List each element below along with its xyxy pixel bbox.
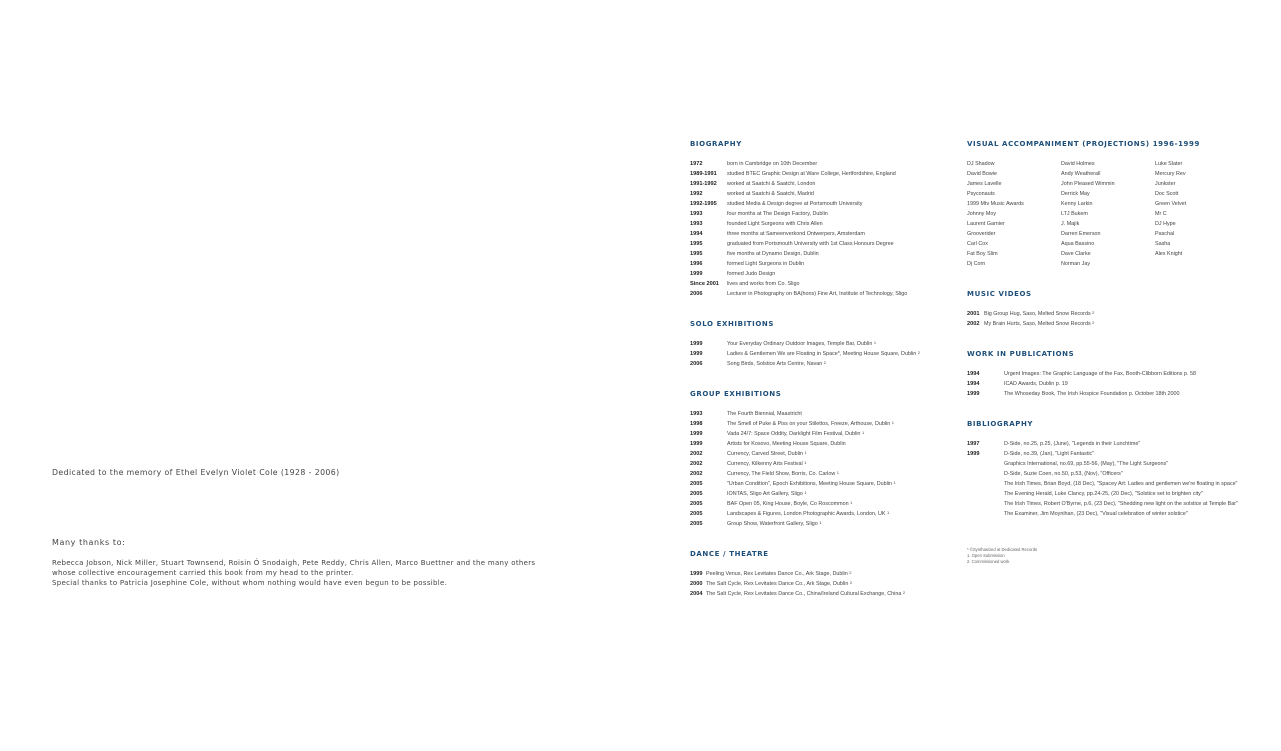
entry-year: 1991-1992 [690, 181, 717, 187]
entry-description: four months at The Design Factory, Dublin [727, 211, 828, 217]
entry-text [984, 310, 1094, 318]
entry-description: lives and works from Co. Sligo [727, 281, 800, 287]
entry-text [1004, 450, 1094, 458]
thanks-line: Special thanks to Patricia Josephine Cole, without whom nothing would have even begun to be possible. [52, 579, 448, 587]
entry-row [690, 290, 950, 300]
entry-description: studied BTEC Graphic Design at Ware College, Hertfordshire, England [727, 171, 896, 177]
entry-text [727, 470, 839, 478]
artist-name: LTJ Bukem [1061, 211, 1088, 217]
entry-description: Graphics International, no.69, pp.55-56, (May), "The Light Surgeons" [1004, 461, 1169, 467]
entry-text [727, 210, 828, 218]
artist-name: Dave Clarke [1061, 251, 1091, 257]
entry-row [967, 390, 1257, 400]
artist-name: Mercury Rev [1155, 171, 1186, 177]
entry-year: Since 2001 [690, 281, 719, 287]
entry-text [727, 170, 896, 178]
footnote: * ©Synthasized at Dedicated Records [967, 547, 1038, 552]
entry-year: 1999 [690, 271, 703, 277]
entry-description: Currency, The Field Show, Borris, Co. Carlow [727, 471, 836, 477]
entry-text [727, 500, 852, 508]
entry-description: formed Light Surgeons in Dublin [727, 261, 805, 267]
visual-accompaniment-grid [967, 160, 1249, 270]
entry-year: 1994 [967, 381, 980, 387]
entry-row [967, 500, 1267, 510]
entry-text [1004, 390, 1180, 398]
entry-description: five months at Dynamo Design, Dublin [727, 251, 819, 257]
entry-description: The Fourth Biennial, Maastricht [727, 411, 802, 417]
music-videos-list [967, 310, 1247, 330]
entry-row [690, 500, 950, 510]
entry-description: The Smell of Puke & Piss on your Stilettos, Freeze, Arthouse, Dublin [727, 421, 891, 427]
entry-text [1004, 440, 1140, 448]
entry-row [967, 320, 1247, 330]
entry-description: The Evening Herald, Luke Clancy, pp.24-25, (20 Dec), "Solstice set to brighten city" [1004, 491, 1203, 497]
entry-text [727, 410, 802, 418]
entry-row [690, 580, 950, 590]
artist-name: Carl Cox [967, 241, 988, 247]
entry-year: 2004 [690, 591, 703, 597]
footnote: 1. Open Submission [967, 553, 1005, 558]
artist-name: Johnny Moy [967, 211, 997, 217]
entry-description: Lecturer in Photography on BA(hons) Fine Art, Institute of Technology, Sligo [727, 291, 908, 297]
entry-text [1004, 460, 1168, 468]
entry-text [727, 490, 807, 498]
entry-year: 1992 [690, 191, 703, 197]
entry-text [727, 450, 807, 458]
entry-row [690, 190, 950, 200]
entry-footnote-ref: 1 [836, 470, 839, 475]
entry-description: Big Group Hug, Saso, Melted Snow Records [984, 311, 1091, 317]
artist-name: Green Velvet [1155, 201, 1187, 207]
entry-text [727, 430, 864, 438]
group-exhibitions-list [690, 410, 950, 530]
entry-year: 2000 [690, 581, 703, 587]
thanks-title: Many thanks to: [52, 538, 126, 547]
entry-year: 1999 [967, 451, 980, 457]
entry-footnote-ref: 2 [849, 570, 852, 575]
entry-footnote-ref: 2 [823, 360, 827, 365]
entry-row [690, 210, 950, 220]
entry-text [1004, 490, 1203, 498]
work-in-publications-heading: WORK IN PUBLICATIONS [967, 350, 1075, 358]
entry-row [967, 380, 1257, 390]
entry-year: 1993 [690, 221, 703, 227]
entry-row [690, 460, 950, 470]
publications-list [967, 370, 1257, 400]
artist-name: DJ Hype [1155, 221, 1176, 227]
entry-text [727, 240, 894, 248]
entry-description: "Urban Condition", Epoch Exhibitions, Meeting House Square, Dublin [727, 481, 893, 487]
artist-name: Laurent Garnier [967, 221, 1005, 227]
entry-year: 1999 [690, 431, 703, 437]
biography-heading: BIOGRAPHY [690, 140, 742, 148]
entry-year: 1999 [690, 441, 703, 447]
artist-name [1155, 260, 1249, 270]
entry-year: 2005 [690, 501, 703, 507]
entry-row [690, 220, 950, 230]
entry-year: 1999 [690, 341, 703, 347]
artist-name: Andy Weatherall [1061, 171, 1101, 177]
entry-year: 1998 [690, 421, 703, 427]
entry-row [690, 440, 950, 450]
entry-text [727, 360, 826, 368]
group-exhibitions-heading: GROUP EXHIBITIONS [690, 390, 782, 398]
entry-footnote-ref: 2 [917, 350, 921, 355]
entry-row [690, 160, 950, 170]
entry-year: 1997 [967, 441, 980, 447]
entry-text [1004, 470, 1123, 478]
entry-row [690, 410, 950, 420]
entry-description: The Salt Cycle, Rex Levitates Dance Co., Ark Stage, Dublin [706, 581, 849, 587]
artist-name: James Lavelle [967, 181, 1002, 187]
entry-row [690, 230, 950, 240]
entry-description: The Examiner, Jim Moynihan, (23 Dec), "Visual celebration of winter solstice" [1004, 511, 1188, 517]
entry-description: D-Side, no.25, p.25, (June), "Legends in their Lunchtime" [1004, 441, 1141, 447]
entry-row [690, 450, 950, 460]
entry-text [727, 160, 817, 168]
entry-row [690, 590, 950, 600]
artist-name: Mr C [1155, 211, 1167, 217]
entry-row [690, 240, 950, 250]
entry-year: 1993 [690, 411, 703, 417]
entry-row [690, 350, 950, 360]
entry-text [727, 480, 896, 488]
entry-footnote-ref: 1 [804, 460, 807, 465]
entry-footnote-ref: 1 [873, 340, 877, 345]
footnotes [967, 547, 1037, 565]
entry-description: Your Everyday Ordinary Outdoor Images, Temple Bar, Dublin [727, 341, 873, 347]
entry-text [727, 440, 846, 448]
biography-list [690, 160, 950, 300]
artist-name: Dj Corn [967, 261, 986, 267]
entry-row [967, 310, 1247, 320]
entry-row [690, 570, 950, 580]
entry-year: 1993 [690, 211, 703, 217]
entry-text [984, 320, 1094, 328]
solo-exhibitions-list [690, 340, 950, 370]
entry-description: Currency, Carved Street, Dublin [727, 451, 803, 457]
entry-year: 1994 [967, 371, 980, 377]
entry-text [727, 250, 819, 258]
artist-name: Grooverider [967, 231, 996, 237]
artist-name: 1999 Mtv Music Awards [967, 201, 1024, 207]
entry-text [727, 350, 920, 358]
entry-year: 1999 [690, 571, 703, 577]
entry-year: 2002 [690, 451, 703, 457]
artist-name: Kenny Larkin [1061, 201, 1093, 207]
entry-text [1004, 380, 1068, 388]
entry-row [690, 280, 950, 290]
entry-year: 1995 [690, 241, 703, 247]
entry-description: The Irish Times, Brian Boyd, (18 Dec), "Spacey Art: Ladies and gentlemen we're floating in space" [1004, 481, 1238, 487]
entry-row [967, 440, 1267, 450]
entry-text [727, 200, 862, 208]
entry-row [690, 270, 950, 280]
artist-name: Psyconauts [967, 191, 995, 197]
entry-year: 2006 [690, 361, 703, 367]
visual-accompaniment-heading: VISUAL ACCOMPANIMENT (PROJECTIONS) 1996-1999 [967, 140, 1200, 148]
entry-row [690, 340, 950, 350]
entry-text [706, 580, 852, 588]
entry-footnote-ref: 1 [804, 450, 807, 455]
entry-year: 2006 [690, 291, 703, 297]
entry-year: 1989-1991 [690, 171, 717, 177]
entry-text [727, 520, 822, 528]
entry-description: Urgent Images: The Graphic Language of the Fax, Booth-Clibborn Editions p. 58 [1004, 371, 1196, 377]
entry-text [727, 510, 889, 518]
dedication-text: Dedicated to the memory of Ethel Evelyn Violet Cole (1928 - 2006) [52, 468, 340, 477]
entry-row [967, 490, 1267, 500]
entry-row [690, 360, 950, 370]
entry-footnote-ref: 1 [804, 490, 807, 495]
bibliography-list [967, 440, 1267, 520]
entry-row [967, 510, 1267, 520]
entry-text [727, 420, 894, 428]
entry-row [967, 480, 1267, 490]
artist-name: David Bowie [967, 171, 997, 177]
entry-footnote-ref: 1 [850, 500, 853, 505]
entry-footnote-ref: 2 [1092, 310, 1095, 315]
entry-row [690, 200, 950, 210]
entry-row [690, 430, 950, 440]
entry-year: 2005 [690, 491, 703, 497]
entry-description: Song Birds, Solstice Arts Centre, Navan [727, 361, 823, 367]
entry-year: 1992-1995 [690, 201, 717, 207]
entry-row [690, 420, 950, 430]
entry-text [1004, 480, 1237, 488]
entry-year: 1972 [690, 161, 703, 167]
entry-row [690, 170, 950, 180]
entry-text [1004, 500, 1238, 508]
artist-name: Luke Slater [1155, 161, 1183, 167]
entry-row [690, 180, 950, 190]
entry-description: My Brain Hurts, Saso, Melted Snow Records [984, 321, 1091, 327]
entry-description: worked at Saatchi & Saatchi, London [727, 181, 816, 187]
entry-text [706, 590, 905, 598]
artist-name: Aqua Bassino [1061, 241, 1095, 247]
artist-name: David Holmes [1061, 161, 1095, 167]
entry-footnote-ref: 1 [893, 480, 896, 485]
entry-year: 1996 [690, 261, 703, 267]
entry-description: Peeling Venus, Rex Levitates Dance Co., Ark Stage, Dublin [706, 571, 848, 577]
artist-name: Darren Emerson [1061, 231, 1101, 237]
artist-name: Doc Scott [1155, 191, 1179, 197]
entry-description: formed Judo Design [727, 271, 776, 277]
entry-footnote-ref: 1 [819, 520, 822, 525]
entry-description: founded Light Surgeons with Chris Allen [727, 221, 823, 227]
entry-year: 2002 [967, 321, 980, 327]
entry-text [727, 340, 876, 348]
entry-row [967, 370, 1257, 380]
entry-year: 2002 [690, 461, 703, 467]
entry-description: Vada 24/7: Space Oddity, Darklight Film Festival, Dublin [727, 431, 861, 437]
entry-description: IONTAS, Sligo Art Gallery, Sligo [727, 491, 803, 497]
dance-theatre-heading: DANCE / THEATRE [690, 550, 769, 558]
entry-year: 1995 [690, 251, 703, 257]
entry-year: 2005 [690, 521, 703, 527]
dance-theatre-list [690, 570, 950, 600]
entry-description: Group Show, Waterfront Gallery, Sligo [727, 521, 818, 527]
bibliography-heading: BIBLIOGRAPHY [967, 420, 1034, 428]
entry-description: D-Side, no.39, (Jan), "Light Fantastic" [1004, 451, 1095, 457]
entry-text [727, 280, 800, 288]
entry-footnote-ref: 2 [1092, 320, 1095, 325]
entry-footnote-ref: 1 [886, 510, 890, 515]
artist-name: J. Majik [1061, 221, 1080, 227]
artist-name: Junkster [1155, 181, 1176, 187]
entry-row [967, 450, 1267, 460]
entry-text [727, 180, 815, 188]
entry-text [1004, 510, 1188, 518]
entry-row [690, 480, 950, 490]
entry-row [690, 510, 950, 520]
entry-description: worked at Saatchi & Saatchi, Madrid [727, 191, 814, 197]
entry-row [690, 520, 950, 530]
artist-name: Paschal [1155, 231, 1175, 237]
entry-description: The Whoseday Book, The Irish Hospice Foundation p. October 18th 2000 [1004, 391, 1180, 397]
entry-description: Ladies & Gentlemen We are Floating in Space*, Meeting House Square, Dublin [727, 351, 917, 357]
entry-text [727, 220, 823, 228]
entry-description: The Irish Times, Robert O'Byrne, p.6, (23 Dec), "Shedding new light on the solstice at Temple Bar" [1004, 501, 1238, 507]
entry-description: D-Side, Suzie Coen, no.50, p.53, (Nov), "Officers" [1004, 471, 1123, 477]
entry-row [690, 260, 950, 270]
entry-row [967, 470, 1267, 480]
entry-description: Landscapes & Figures, London Photographic Awards, London, UK [727, 511, 886, 517]
entry-row [690, 470, 950, 480]
entry-text [1004, 370, 1196, 378]
entry-footnote-ref: 1 [891, 420, 895, 425]
solo-exhibitions-heading: SOLO EXHIBITIONS [690, 320, 775, 328]
entry-text [706, 570, 851, 578]
entry-description: three months at Sameenverkond Ontwerpers, Amsterdam [727, 231, 865, 237]
artist-name: Norman Jay [1061, 261, 1091, 267]
thanks-line: whose collective encouragement carried this book from my head to the printer. [52, 569, 354, 577]
artist-name: Derrick May [1061, 191, 1090, 197]
entry-footnote-ref: 2 [849, 580, 853, 585]
entry-row [690, 490, 950, 500]
entry-row [690, 250, 950, 260]
entry-row [967, 460, 1267, 470]
entry-description: born in Cambridge on 10th December [727, 161, 818, 167]
artist-name: Alex Knight [1155, 251, 1183, 257]
entry-description: BAF Open 05, King House, Boyle, Co Roscommon [727, 501, 849, 507]
entry-description: graduated from Portsmouth University with 1st Class Honours Degree [727, 241, 894, 247]
thanks-body [52, 558, 535, 588]
entry-footnote-ref: 2 [902, 590, 906, 595]
entry-year: 1999 [967, 391, 980, 397]
footnote: 2. Commissioned work [967, 559, 1010, 564]
music-videos-heading: MUSIC VIDEOS [967, 290, 1032, 298]
entry-text [727, 190, 814, 198]
entry-description: Artists for Kosovo, Meeting House Square, Dublin [727, 441, 846, 447]
entry-description: studied Media & Design degree at Portsmouth University [727, 201, 863, 207]
entry-description: ICAD Awards, Dublin p. 19 [1004, 381, 1068, 387]
entry-text [727, 270, 775, 278]
artist-name: John Pleased Wimmin [1061, 181, 1115, 187]
entry-description: Currency, Kilkenny Arts Festival [727, 461, 803, 467]
entry-text [727, 290, 907, 298]
artist-name: Fat Boy Slim [967, 251, 998, 257]
entry-text [727, 460, 806, 468]
entry-year: 1994 [690, 231, 703, 237]
entry-year: 1999 [690, 351, 703, 357]
entry-year: 2005 [690, 511, 703, 517]
artist-name: Sasha [1155, 241, 1171, 247]
entry-year: 2002 [690, 471, 703, 477]
entry-text [727, 260, 804, 268]
artist-name: DJ Shadow [967, 161, 995, 167]
entry-year: 2005 [690, 481, 703, 487]
entry-description: The Salt Cycle, Rex Levitates Dance Co., China/Ireland Cultural Exchange, China [706, 591, 902, 597]
thanks-line: Rebecca Jobson, Nick Miller, Stuart Townsend, Roisin Ó Snodaigh, Pete Reddy, Chris Allen, Marco Buettner and the many others [52, 559, 536, 567]
entry-year: 2001 [967, 311, 980, 317]
entry-footnote-ref: 1 [861, 430, 865, 435]
entry-text [727, 230, 865, 238]
